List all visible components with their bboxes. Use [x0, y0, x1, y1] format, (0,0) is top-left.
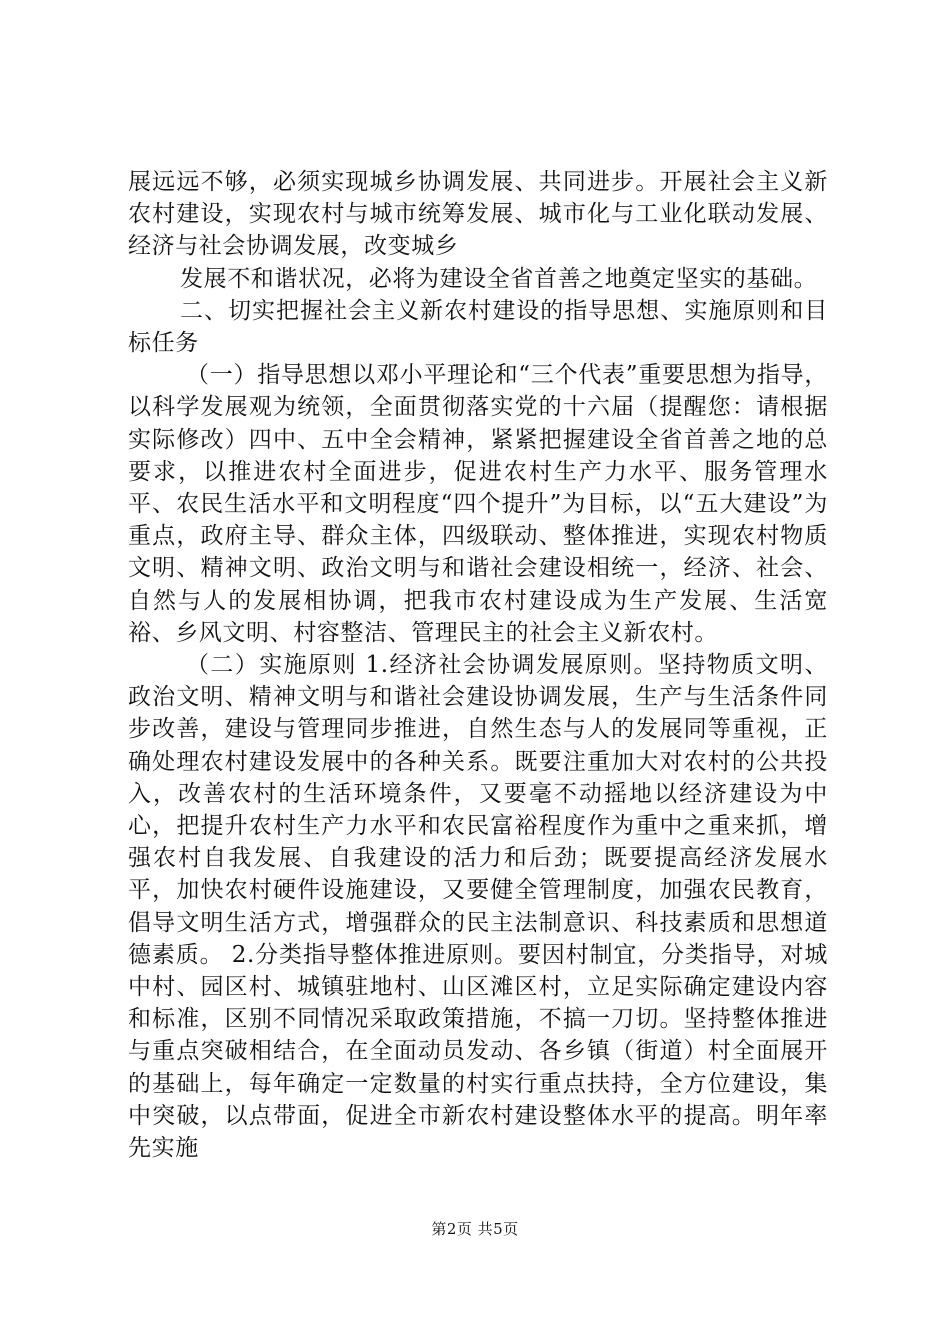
page-number-footer: 第2页 共5页 [431, 1220, 519, 1238]
paragraph-implementation-principles: （二）实施原则 1.经济社会协调发展原则。坚持物质文明、政治文明、精神文明与和谐社会建设协调发展，生产与生活条件同步改善，建设与管理同步推进，自然生态与人的发展同等重视，正确处理农村建设发展中的各种关系。既要注重加大对农村的公共投入，改善农村的生活环境条件，又要毫不动摇地以经济建设为中心，把提升农村生产力水平和农民富裕程度作为重中之重来抓，增强农村自我发展、自我建设的活力和后劲；既要提高经济发展水平，加快农村硬件设施建设，又要健全管理制度，加强农民教育，倡导文明生活方式，增强群众的民主法制意识、科技素质和思想道德素质。 2.分类指导整体推进原则。要因村制宜，分类指导，对城中村、园区村、城镇驻地村、山区滩区村，立足实际确定建设内容和标准，区别不同情况采取政策措施，不搞一刀切。坚持整体推进与重点突破相结合，在全面动员发动、各乡镇（街道）村全面展开的基础上，每年确定一定数量的村实行重点扶持，全方位建设，集中突破，以点带面，促进全市新农村建设整体水平的提高。明年率先实施 [128, 652, 828, 1162]
section-heading-two: 二、切实把握社会主义新农村建设的指导思想、实施原则和目标任务 [128, 297, 828, 357]
document-body [128, 166, 828, 1164]
paragraph-guiding-ideology: （一）指导思想以邓小平理论和“三个代表”重要思想为指导，以科学发展观为统领，全面贯彻落实党的十六届（提醒您：请根据实际修改）四中、五中全会精神，紧紧把握建设全省首善之地的总要求，以推进农村全面进步，促进农村生产力水平、服务管理水平、农民生活水平和文明程度“四个提升”为目标，以“五大建设”为重点，政府主导、群众主体，四级联动、整体推进，实现农村物质文明、精神文明、政治文明与和谐社会建设相统一，经济、社会、自然与人的发展相协调，把我市农村建设成为生产发展、生活宽裕、乡风文明、村容整洁、管理民主的社会主义新农村。 [128, 362, 828, 646]
paragraph-continuation: 展远远不够，必须实现城乡协调发展、共同进步。开展社会主义新农村建设，实现农村与城市统筹发展、城市化与工业化联动发展、经济与社会协调发展，改变城乡 [128, 169, 828, 260]
paragraph-foundation: 发展不和谐状况，必将为建设全省首善之地奠定坚实的基础。 [180, 265, 818, 292]
